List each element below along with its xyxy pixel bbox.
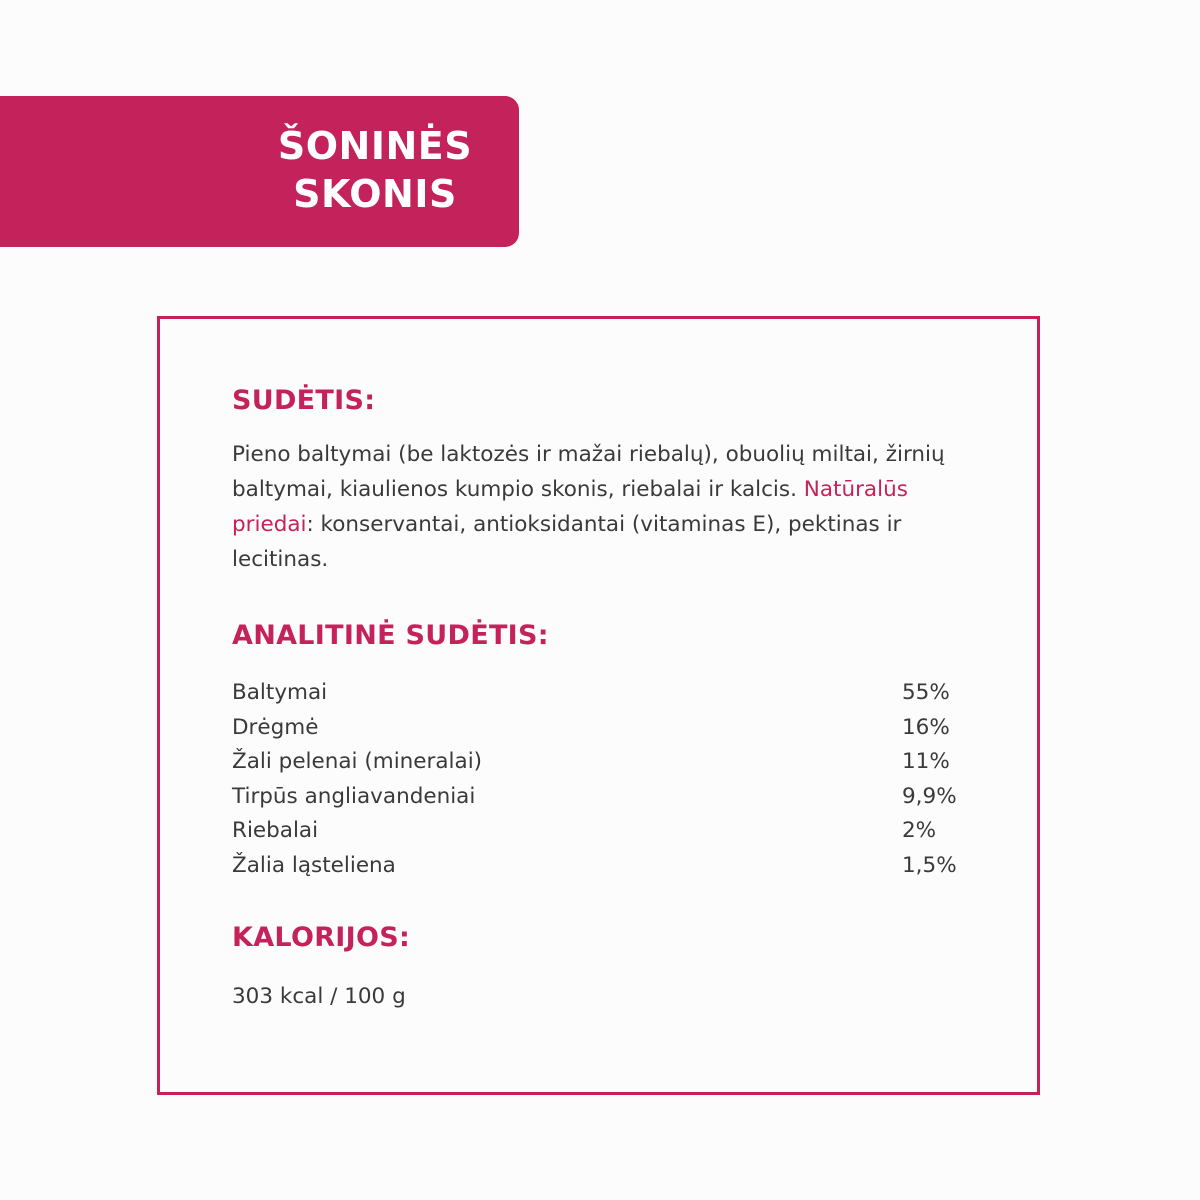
analysis-row-value: 2% bbox=[902, 818, 937, 844]
composition-ingredients: Pieno baltymai (be laktozės ir mažai riebalų), obuolių miltai, žirnių baltymai, kiaulienos kumpio skonis, riebalai ir kalcis. bbox=[232, 442, 945, 502]
analysis-row-name: Riebalai bbox=[232, 818, 319, 844]
product-title-line-2: SKONIS bbox=[293, 172, 457, 216]
analysis-row bbox=[232, 711, 972, 746]
product-title bbox=[255, 122, 495, 218]
calories-heading: KALORIJOS: bbox=[232, 922, 411, 953]
calories-value: 303 kcal / 100 g bbox=[232, 984, 406, 1009]
analysis-row-value: 1,5% bbox=[902, 852, 957, 878]
analysis-row bbox=[232, 814, 972, 849]
additives-text: : konservantai, antioksidantai (vitaminas E), pektinas ir lecitinas. bbox=[232, 512, 902, 572]
analysis-row bbox=[232, 780, 972, 815]
analysis-row bbox=[232, 849, 972, 884]
product-title-line-1: ŠONINĖS bbox=[277, 124, 473, 168]
analysis-row-value: 11% bbox=[902, 749, 950, 775]
composition-heading: SUDĖTIS: bbox=[232, 385, 376, 416]
composition-text bbox=[232, 437, 992, 577]
title-banner bbox=[0, 96, 519, 247]
analysis-row-name: Baltymai bbox=[232, 680, 328, 705]
nutrition-card bbox=[157, 316, 1040, 1095]
analysis-row-value: 55% bbox=[902, 680, 950, 705]
additives-label: Natūralūs priedai bbox=[232, 477, 908, 537]
analysis-heading: ANALITINĖ SUDĖTIS: bbox=[232, 620, 549, 651]
analysis-row-value: 16% bbox=[902, 714, 950, 740]
analysis-row bbox=[232, 745, 972, 780]
analysis-row-name: Žalia ląsteliena bbox=[232, 852, 396, 878]
analysis-row-name: Žali pelenai (mineralai) bbox=[232, 749, 483, 775]
analysis-row-name: Drėgmė bbox=[232, 714, 319, 740]
analysis-table bbox=[232, 676, 972, 884]
analysis-row-name: Tirpūs angliavandeniai bbox=[232, 783, 476, 809]
analysis-row-value: 9,9% bbox=[902, 783, 957, 809]
analysis-row bbox=[232, 676, 972, 711]
